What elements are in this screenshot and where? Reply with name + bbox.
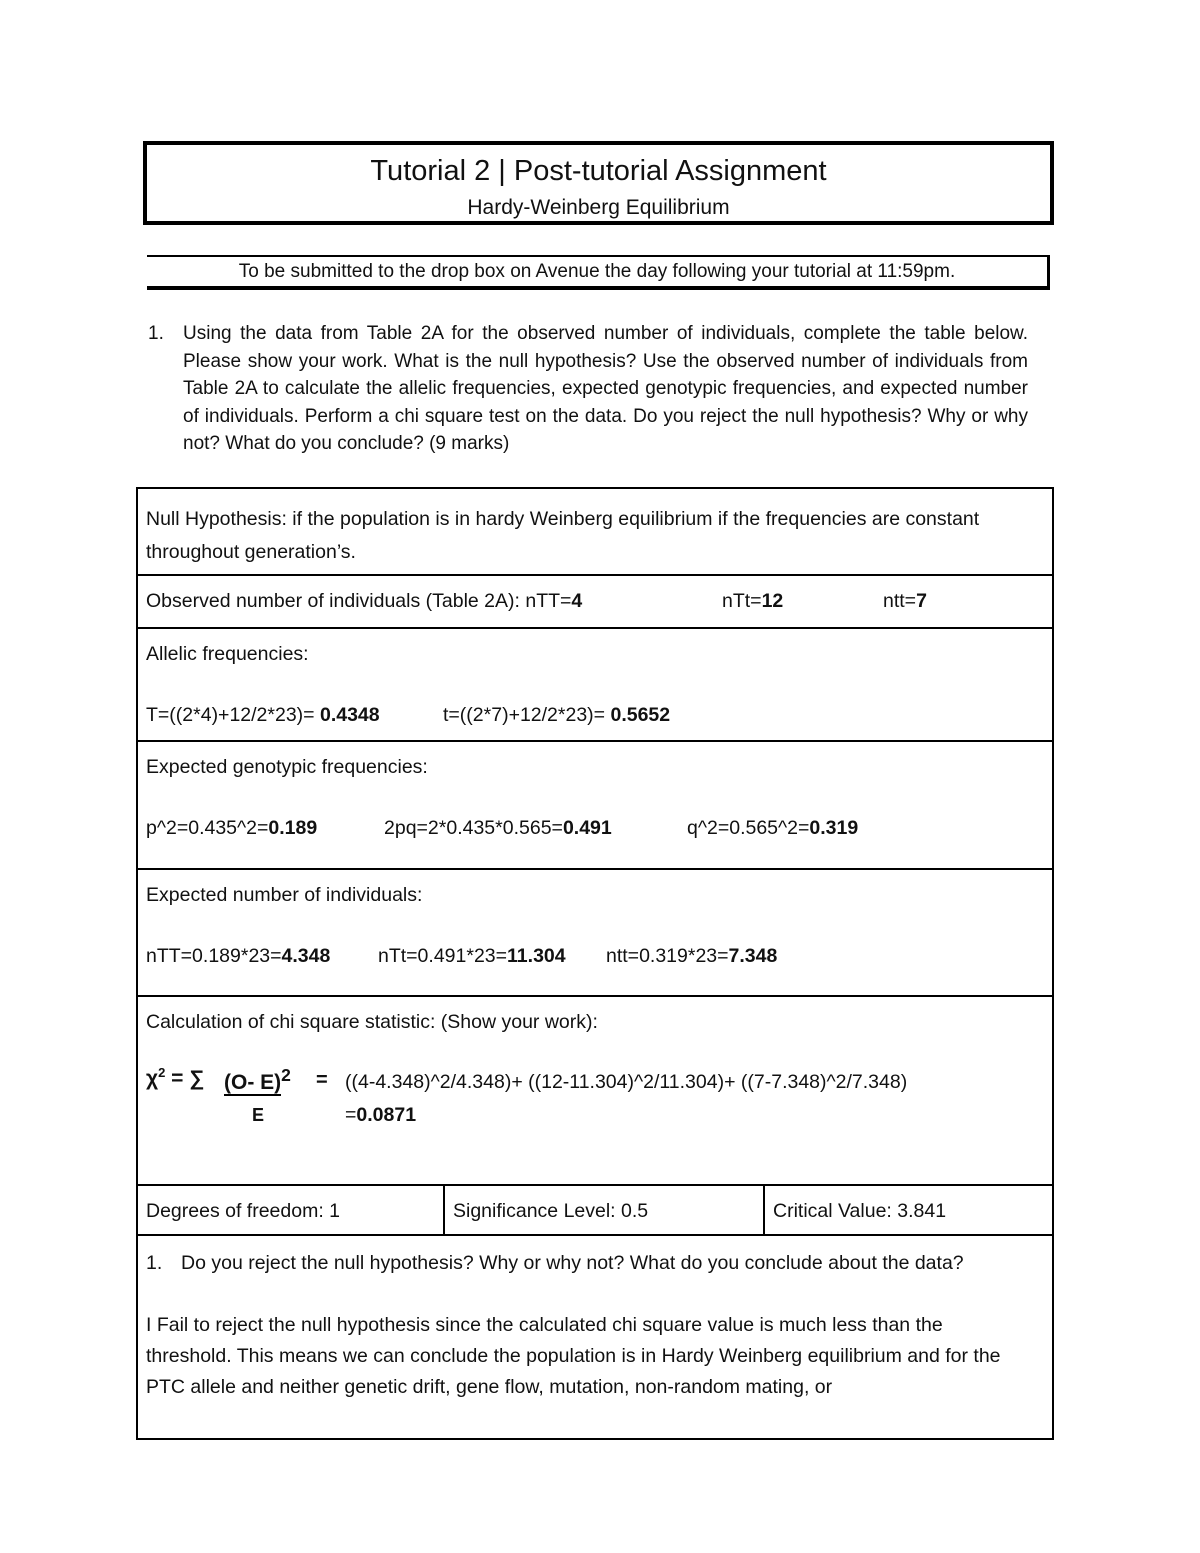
genotypic-label: Expected genotypic frequencies: — [146, 756, 428, 778]
expected-individuals-label: Expected number of individuals: — [146, 884, 423, 906]
expected-nTT: nTT=0.189*23=4.348 — [146, 945, 331, 967]
allele-T: T=((2*4)+12/2*23)= 0.4348 — [146, 704, 380, 726]
title-box — [143, 141, 1054, 225]
chi-symbol: $\chi^2$ = ∑ — [146, 1065, 205, 1090]
conclusion-answer: I Fail to reject the null hypothesis since the calculated chi square value is much less than the threshold. This means we can conclude the population is in Hardy Weinberg equilibrium and for the PTC allele and neither genetic drift, gene flow, mutation, non-random mating, or — [146, 1314, 1001, 1398]
allelic-label: Allelic frequencies: — [146, 643, 309, 665]
chi-numerator: (O- E)$^2$ — [224, 1065, 291, 1094]
expected-individuals-row — [138, 870, 1052, 997]
chi-expression: ((4-4.348)^2/4.348)+ ((12-11.304)^2/11.304)+ ((7-7.348)^2/7.348) — [345, 1071, 908, 1093]
critical-value: Critical Value: 3.841 — [763, 1186, 1052, 1234]
conclusion-question: 1. Do you reject the null hypothesis? Why or why not? What do you conclude about the data? — [146, 1252, 964, 1274]
expected-ntt: ntt=0.319*23=7.348 — [606, 945, 778, 967]
observed-nTt: nTt=12 — [722, 590, 784, 612]
allelic-row — [138, 629, 1052, 742]
null-hypothesis-text: Null Hypothesis: if the population is in hardy Weinberg equilibrium if the frequencies are constant throughout generation’s. — [146, 508, 980, 563]
chi-result: =0.0871 — [345, 1104, 417, 1126]
allele-t: t=((2*7)+12/2*23)= 0.5652 — [443, 704, 671, 726]
genotype-p2: p^2=0.435^2=0.189 — [146, 817, 318, 839]
chi-square-label: Calculation of chi square statistic: (Show your work): — [146, 1011, 598, 1033]
observed-nTT: 4 — [571, 590, 583, 612]
genotype-q2: q^2=0.565^2=0.319 — [687, 817, 859, 839]
null-hypothesis-row — [138, 489, 1052, 576]
conclusion-row — [138, 1236, 1052, 1440]
page-subtitle: Hardy-Weinberg Equilibrium — [467, 196, 730, 219]
question-text: Using the data from Table 2A for the observed number of individuals, complete the table below. Please show your work. What is the null hypothesis? Use the observed number of individuals from Table 2A to calculate the allelic frequencies, expected genotypic frequencies, and expected number of individuals. Perform a chi square test on the data. Do you reject the null hypothesis? Why or why not? What do you conclude? (9 marks) — [183, 323, 1028, 454]
significance-level: Significance Level: 0.5 — [443, 1186, 763, 1234]
question-1 — [148, 320, 1028, 458]
question-number: 1. — [148, 323, 164, 344]
genotype-2pq: 2pq=2*0.435*0.565=0.491 — [384, 817, 612, 839]
chi-equals: = — [316, 1069, 328, 1091]
chi-square-row — [138, 997, 1052, 1186]
answer-table — [136, 487, 1054, 1440]
observed-ntt: ntt=7 — [883, 590, 927, 612]
chi-denominator: E — [252, 1105, 265, 1125]
degrees-of-freedom: Degrees of freedom: 1 — [146, 1200, 341, 1222]
page-title: Tutorial 2 | Post-tutorial Assignment — [370, 155, 827, 187]
genotypic-row — [138, 742, 1052, 870]
expected-nTt: nTt=0.491*23=11.304 — [378, 945, 566, 967]
submission-note: To be submitted to the drop box on Avenue the day following your tutorial at 11:59pm. — [147, 255, 1050, 290]
observed-row — [138, 576, 1052, 629]
observed-label: Observed number of individuals (Table 2A): nTT= — [146, 590, 572, 612]
stats-row — [138, 1186, 1052, 1236]
